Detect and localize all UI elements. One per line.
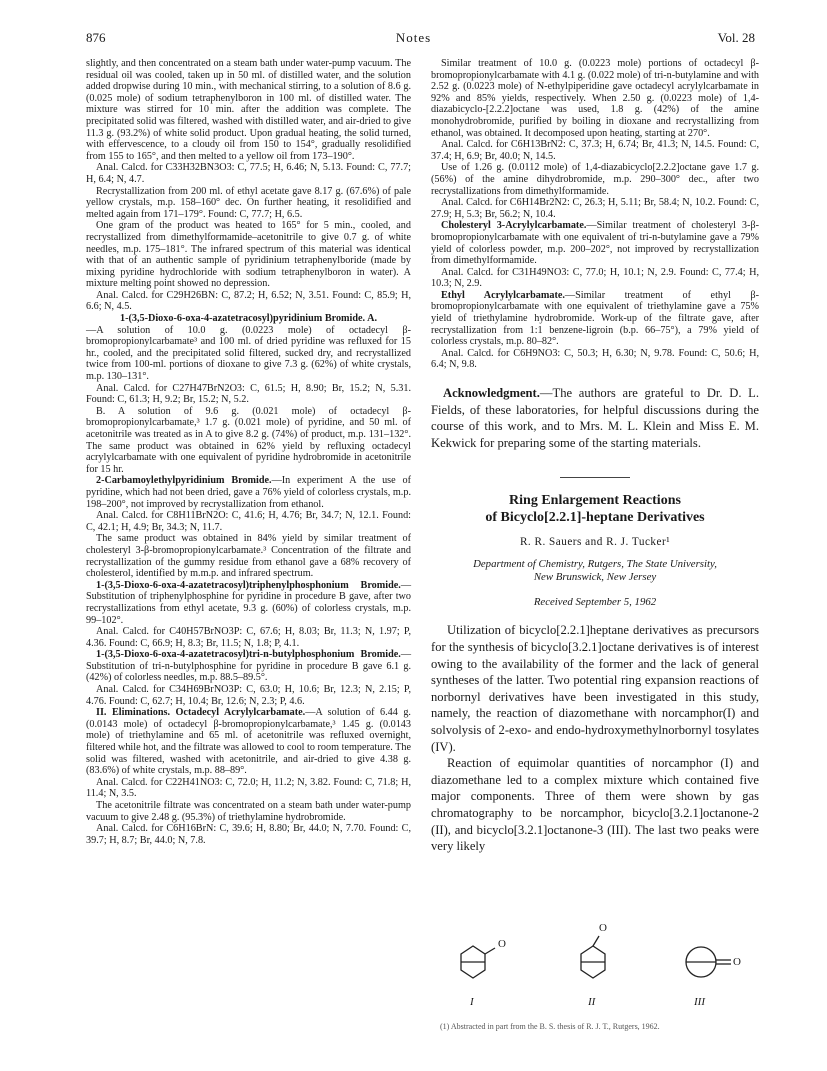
right-column (431, 58, 759, 855)
paragraph-text: Similar treatment of 10.0 g. (0.0223 mole) portions of octadecyl β-bromopropionylcarbamate with 4.1 g. (0.022 mole) of tri-n-butylamine and with 2.52 g. (0.0223 mole) of N-ethylpiperidine gave octadecyl acrylylcarbamate in 92% and 85% yields, respectively. When 2.50 g. (0.0223 mole) of 1,4-diazabicyclo-[2.2.2]octane was used, 1.8 g. (42%) of the amine monohydrobromide, purified by boiling in dioxane and recrystallizing from ethanol, was obtained. It decomposed upon heating, starting at 270°. (431, 58, 759, 139)
footnote: (1) Abstracted in part from the B. S. thesis of R. J. T., Rutgers, 1962. (440, 1022, 660, 1031)
paragraph (86, 162, 411, 185)
structure-iii-drawing (686, 947, 731, 977)
paragraph (86, 475, 411, 510)
paragraph (86, 626, 411, 649)
paragraph-heading: II. Eliminations. Octadecyl Acrylylcarbamate. (96, 707, 306, 719)
paragraph-text: Anal. Calcd. for C34H69BrNO3P: C, 63.0; H, 10.6; Br, 12.3; N, 2.15; P, 4.76. Found: C, 62.7; H, 10.4; Br, 12.6; N, 2.3; P, 4.6. (86, 684, 411, 707)
paragraph-text: Anal. Calcd. for C6H16BrN: C, 39.6; H, 8.80; Br, 44.0; N, 7.70. Found: C, 39.7; H, 8.7; Br, 44.0; N, 7.8. (86, 823, 411, 846)
paragraph-heading: 1-(3,5-Dioxo-6-oxa-4-azatetracosyl)triphenylphosphonium Bromide. (96, 579, 401, 591)
paragraph-text: Use of 1.26 g. (0.0112 mole) of 1,4-diazabicyclo[2.2.2]octane gave 1.7 g. (56%) of the amine dihydrobromide, m.p. 290–300° dec., after two recrystallizations from dimethylformamide. (431, 162, 759, 197)
structure-label-iii: III (694, 996, 705, 1008)
paragraph-text: —Similar treatment of cholesteryl 3-β-bromopropionylcarbamate with one equivalent of tri-n-butylamine gave a 79% yield of colorless powder, m.p. 200–202°, not improved by recrystallization from dimethylformamide. (431, 220, 759, 267)
paragraph-heading: 1-(3,5-Dioxo-6-oxa-4-azatetracosyl)tri-n-butylphosphonium Bromide. (96, 649, 401, 661)
article-title (431, 492, 759, 526)
paragraph-text: —Substitution of tri-n-butylphosphine for pyridine in procedure B gave 6.1 g. (42%) of colorless needles, m.p. 88.5–89.5°. (86, 649, 411, 684)
structure-i-drawing (461, 946, 495, 978)
page-number: 876 (86, 30, 106, 45)
acknowledgment-text: —The authors are grateful to Dr. D. L. Fields, of these laboratories, for helpful discussions during the course of this work, and to Mrs. M. L. Klein and Miss E. M. Kekwick for preparing some of the starting materials. (431, 386, 759, 450)
paragraph (86, 406, 411, 476)
paragraph-text: One gram of the product was heated to 165° for 5 min., cooled, and recrystallized from dimethylformamide–acetonitrile to give 0.7 g. of white needles, m.p. 175–181°. The infrared spectrum of this material was identical with that of an authentic sample of pyridinium tetraphenylboride (made by mixing pyridine hydrochloride with sodium tetraphenylboron in water). A mixture melting point showed no depression. (86, 220, 411, 290)
structure-drawings (441, 932, 761, 992)
paragraph (431, 220, 759, 266)
affiliation-line2: New Brunswick, New Jersey (533, 571, 657, 584)
article-body-paragraph-1: Utilization of bicyclo[2.2.1]heptane derivatives as precursors for the synthesis of bicyclo[3.2.1]octane derivatives is of interest owing to the availability of the former and the lack of general syntheses of the latter. Two potential ring expansion reactions of norbornyl derivatives have been investigated in this study, namely, the reaction of diazomethane with norcamphor(I) and solvolysis of 2-exo- and endo-hydroxymethylnorbornyl tosylates (IV). (431, 623, 759, 754)
paragraph (86, 58, 411, 162)
structure-iii-oxygen: O (733, 956, 741, 968)
paragraph (86, 777, 411, 800)
paragraph-text: slightly, and then concentrated on a steam bath under water-pump vacuum. The residual oil was cooled, taken up in 50 ml. of distilled water, and the solution added dropwise during 10 min., with mechanical stirring, to a solution of 8.6 g. (0.025 mole) of sodium tetraphenylboron in 100 ml. of distilled water. The mixture was stirred for 10 min. after the addition was complete. The precipitated solid was filtered, washed with distilled water, and air-dried to give 11.3 g. (93.2%) of white solid product. Upon gradual heating, the solid turned, with effervescence, to a cloudy oil from 150 to 154°, gradually resolidified from 155 to 165°, and then melted to a yellow oil from 173–190°. (86, 58, 412, 162)
article-affiliation (431, 558, 759, 584)
structure-label-ii: II (588, 996, 596, 1008)
structure-ii-oxygen: O (599, 922, 607, 934)
paragraph-text: Anal. Calcd. for C6H13BrN2: C, 37.3; H, 6.74; Br, 41.3; N, 14.5. Found: C, 37.4; H, 6.9; Br, 40.0; N, 14.5. (431, 139, 759, 162)
paragraph-text: Anal. Calcd. for C31H49NO3: C, 77.0; H, 10.1; N, 2.9. Found: C, 77.4; H, 10.3; N, 2.9. (431, 266, 759, 290)
section-divider (560, 477, 630, 478)
structure-ii-drawing (581, 936, 605, 978)
paragraph-text: —Similar treatment of ethyl β-bromopropionylcarbamate with one equivalent of triethylamine gave a 75% yield of triethylamine hydrobromide. Work-up of the filtrate gave, after recrystallization from 1:1 benzene-ligroin (b.p. 66–75°), a 79% yield of colorless crystals, m.p. 80–82°. (431, 289, 759, 348)
paragraph (86, 823, 411, 846)
paragraph (86, 533, 411, 579)
volume-label: Vol. 28 (717, 30, 755, 45)
article-body-paragraph-2: Reaction of equimolar quantities of norcamphor (I) and diazomethane led to a complex mixture which contained five major components. Three of them were shown by gas chromatography to be norcamphor, bicyclo[3.2.1]octanone-2 (II), and bicyclo[3.2.1]octanone-3 (III). The last two peaks were very likely (431, 756, 759, 854)
paragraph (86, 684, 411, 707)
paragraph-text: —Substitution of triphenylphosphine for pyridine in procedure B gave, after two recrystallizations from ethyl acetate, 9.3 g. (60%) of colorless crystals, m.p. 99–102°. (86, 579, 411, 626)
paragraph (86, 649, 411, 684)
paragraph-text: B. A solution of 9.6 g. (0.021 mole) of octadecyl β-bromopropionylcarbamate,³ 1.7 g. (0.021 mole) of pyridine, and 50 ml. of acetonitrile was treated as in A to give 8.2 g. (74%) of product, m.p. 131–132°. The same product was obtained in 62% yield by refluxing octadecyl acrylylcarbamate with one equivalent of pyridine hydrobromide in acetonitrile for 15 hr. (86, 405, 411, 475)
paragraph-text: Anal. Calcd. for C33H32BN3O3: C, 77.5; H, 6.46; N, 5.13. Found: C, 77.7; H, 6.4; N, 4.7. (86, 162, 411, 185)
paragraph-text: Anal. Calcd. for C27H47BrN2O3: C, 61.5; H, 8.90; Br, 15.2; N, 5.31. Found: C, 61.3; H, 9.2; Br, 15.2; N, 5.2. (86, 382, 411, 406)
acknowledgment (431, 385, 759, 451)
paragraph (431, 139, 759, 162)
structure-i-oxygen: O (498, 938, 506, 950)
structure-label-i: I (470, 996, 474, 1008)
paragraph (86, 510, 411, 533)
section-heading (86, 313, 411, 325)
paragraph (431, 58, 759, 139)
left-column (86, 58, 411, 846)
right-column-paragraphs (431, 58, 759, 371)
paragraph (86, 325, 411, 383)
paragraph-heading: Cholesteryl 3-Acrylylcarbamate. (441, 220, 587, 232)
paragraph (431, 162, 759, 197)
paragraph (431, 348, 759, 371)
paragraph (86, 186, 411, 221)
paragraph-text: Anal. Calcd. for C8H11BrN2O: C, 41.6; H, 4.76; Br, 34.7; N, 12.1. Found: C, 42.1; H, 4.9; Br, 34.3; N, 11.7. (86, 510, 411, 533)
paragraph-heading: Ethyl Acrylylcarbamate. (441, 289, 565, 301)
paragraph (86, 220, 411, 290)
article-body (431, 622, 759, 854)
paragraph (431, 197, 759, 220)
paragraph-text: Anal. Calcd. for C40H57BrNO3P: C, 67.6; H, 8.03; Br, 11.3; N, 1.97; P, 4.36. Found: C, 66.9; H, 8.3; Br, 11.5; N, 1.8; P, 4.1. (86, 626, 411, 649)
affiliation-line1: Department of Chemistry, Rutgers, The State University, (473, 558, 717, 571)
paragraph-text: —A solution of 10.0 g. (0.0223 mole) of octadecyl β-bromopropionylcarbamate³ and 100 ml. of dried pyridine was refluxed for 15 hr., cooled, and the precipitated solid filtered, sucked dry, and recrystallized twice from 100-ml. portions of dioxane to give 7.3 g. (62%) of white crystals, m.p. 130–131°. (86, 324, 411, 383)
paragraph-text: Recrystallization from 200 ml. of ethyl acetate gave 8.17 g. (67.6%) of pale yellow crystals, m.p. 158–160° dec. On further heating, it resolidified and melted again from 171–179°. Found: C, 77.7; H, 6.5. (86, 185, 411, 220)
paragraph (431, 267, 759, 290)
paragraph-heading: 2-Carbamoylethylpyridinium Bromide. (96, 475, 272, 487)
paragraph-text: 1-(3,5-Dioxo-6-oxa-4-azatetracosyl)pyridinium Bromide. A. (119, 313, 377, 325)
paragraph-text: The acetonitrile filtrate was concentrated on a steam bath under water-pump vacuum to give 2.48 g. (95.3%) of triethylamine hydrobromide. (86, 800, 411, 823)
paragraph-text: Anal. Calcd. for C22H41NO3: C, 72.0; H, 11.2; N, 3.82. Found: C, 71.8; H, 11.4; N, 3.5. (86, 776, 411, 800)
paragraph-text: Anal. Calcd. for C29H26BN: C, 87.2; H, 6.52; N, 3.51. Found: C, 85.9; H, 6.6; N, 4.5. (86, 289, 411, 313)
paragraph (86, 580, 411, 626)
article-authors: R. R. Sauers and R. J. Tucker¹ (519, 536, 671, 549)
paragraph-text: —In experiment A the use of pyridine, which had not been dried, gave a 76% yield of colorless crystals, m.p. 198–200°, not improved by recrystallization from ethanol. (86, 475, 411, 510)
paragraph (431, 290, 759, 348)
chemical-structures (441, 922, 761, 1008)
paragraph (86, 707, 411, 777)
paragraph-text: —A solution of 6.44 g. (0.0143 mole) of octadecyl β-bromopropionylcarbamate,³ 1.45 g. (0.0143 mole) of triethylamine and 65 ml. of acetonitrile was refluxed overnight, filtered while hot, and the filtrate was allowed to cool to room temperature. The solid was filtered, washed with acetonitrile, and air-dried to give 4.38 g. (83.6%) of white crystals, m.p. 88–89°. (86, 707, 411, 777)
paragraph (86, 800, 411, 823)
article-title-line1: Ring Enlargement Reactions (509, 493, 681, 509)
acknowledgment-heading: Acknowledgment. (443, 386, 540, 401)
paragraph (86, 290, 411, 313)
paragraph-text: The same product was obtained in 84% yield by similar treatment of cholesteryl 3-β-bromopropionylcarbamate.³ Concentration of the filtrate and recrystallization of the gummy residue from ethanol gave a 68% recovery of cholesterol, identified by m.m.p. and infrared spectrum. (86, 533, 411, 580)
received-date: Received September 5, 1962 (533, 596, 657, 609)
paragraph (86, 383, 411, 406)
running-head: Notes (395, 30, 432, 45)
paragraph-text: Anal. Calcd. for C6H14Br2N2: C, 26.3; H, 5.11; Br, 58.4; N, 10.2. Found: C, 27.9; H, 5.3; Br, 56.2; N, 10.4. (431, 197, 759, 220)
paragraph-text: Anal. Calcd. for C6H9NO3: C, 50.3; H, 6.30; N, 9.78. Found: C, 50.6; H, 6.4; N, 9.8. (431, 347, 759, 371)
article-title-line2: of Bicyclo[2.2.1]-heptane Derivatives (485, 510, 705, 526)
